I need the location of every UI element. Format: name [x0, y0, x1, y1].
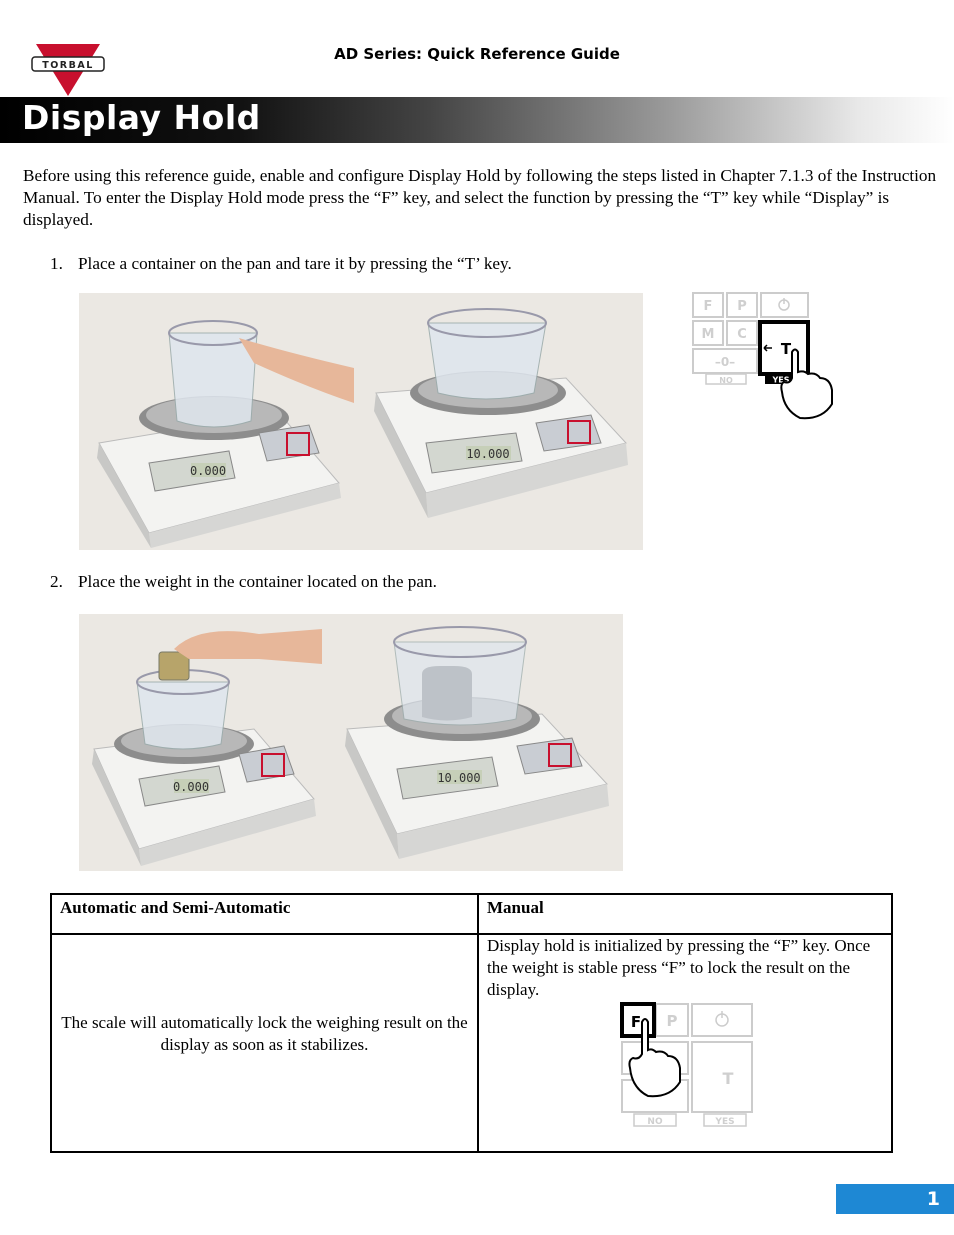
step-text: Place the weight in the container located on the pan.	[78, 572, 437, 591]
key-label: NO	[647, 1117, 663, 1127]
table-header-manual: Manual	[479, 895, 891, 935]
key-label: NO	[719, 376, 733, 385]
key-label: YES	[715, 1117, 735, 1127]
key-label: YES	[772, 375, 790, 385]
display-readout: 0.000	[189, 464, 227, 478]
key-label: T	[780, 340, 792, 358]
photo-hand-placing-weight	[79, 614, 322, 871]
photo-hand-placing-container	[79, 293, 356, 550]
step-text: Place a container on the pan and tare it by pressing the “T’ key.	[78, 254, 512, 273]
key-label: C	[737, 327, 747, 342]
photo-container-on-pan	[356, 293, 643, 550]
manual-mode-description: Display hold is initialized by pressing the “F” key. Once the weight is stable press “F” to lock the result on the display.	[487, 936, 871, 999]
key-label: P	[737, 299, 747, 314]
step-number: 1.	[50, 254, 63, 273]
step-number: 2.	[50, 572, 63, 591]
step-2	[50, 571, 750, 593]
step-1	[50, 253, 750, 275]
logo-text: TORBAL	[42, 60, 94, 71]
key-label: F	[703, 299, 713, 314]
key-label: T	[722, 1069, 734, 1088]
section-title: Display Hold	[22, 98, 261, 137]
table-header-auto: Automatic and Semi-Automatic	[52, 895, 477, 935]
column-divider	[477, 895, 479, 1151]
display-readout: 10.000	[466, 447, 510, 461]
key-label: F	[630, 1013, 642, 1031]
header-title: AD Series: Quick Reference Guide	[334, 45, 620, 63]
intro-paragraph: Before using this reference guide, enable and configure Display Hold by following the steps listed in Chapter 7.1.3 of the Instruction Manual. To enter the Display Hold mode press the “F” key, and select the function by pressing the “T” key while “Display” is displayed.	[23, 166, 937, 229]
photo-weight-in-container	[322, 614, 623, 871]
display-readout: 10.000	[437, 771, 481, 785]
key-label: M	[701, 327, 715, 342]
mode-comparison-table	[50, 893, 893, 1153]
page-number: 1	[926, 1188, 940, 1210]
display-readout: 0.000	[172, 780, 210, 794]
key-label: –0–	[714, 355, 736, 369]
keypad-f-illustration	[620, 1002, 755, 1130]
auto-mode-description: The scale will automatically lock the weighing result on the display as soon as it stabilizes.	[61, 1013, 468, 1054]
keypad-tare-illustration	[692, 292, 837, 420]
key-label: P	[666, 1012, 678, 1030]
